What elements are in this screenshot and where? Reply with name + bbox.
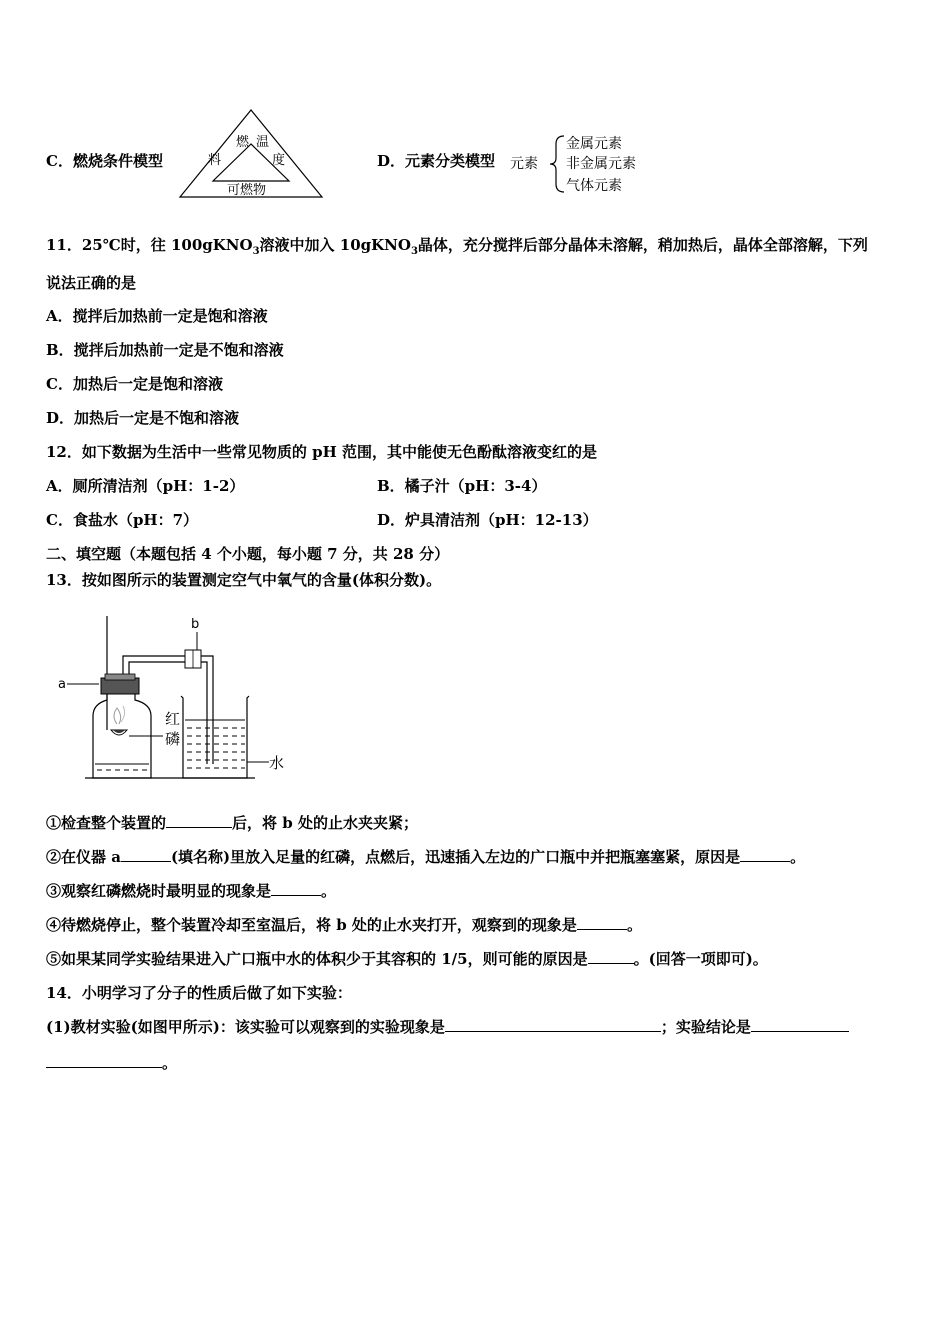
- q12-option-d: D．炉具清洁剂（pH：12-13）: [377, 511, 598, 529]
- q12-option-a: A．厕所清洁剂（pH：1-2）: [46, 477, 245, 495]
- q13-item-5: ⑤如果某同学实验结果进入广口瓶中水的体积少于其容积的 1/5，则可能的原因是 。(回答一项即可)。: [46, 950, 768, 968]
- fig-label-hong: 红: [165, 710, 181, 728]
- fig-item-gas: 气体元素: [566, 178, 622, 194]
- q11-option-c: C．加热后一定是饱和溶液: [46, 375, 223, 393]
- fig-item-nonmetal: 非金属元素: [566, 156, 636, 172]
- q12-stem: 12．如下数据为生活中一些常见物质的 pH 范围，其中能使无色酚酞溶液变红的是: [46, 443, 597, 461]
- answer-blank[interactable]: [46, 1053, 162, 1068]
- q10-option-c-label: C．燃烧条件模型: [46, 152, 163, 170]
- fig-root-yuansu: 元素: [510, 156, 538, 172]
- q14-stem: 14．小明学习了分子的性质后做了如下实验：: [46, 984, 352, 1002]
- fig-label-ran: 燃: [236, 135, 250, 150]
- fig-item-metal: 金属元素: [566, 136, 622, 152]
- fig-label-a: a: [58, 677, 66, 692]
- oxygen-apparatus-figure: [55, 612, 295, 784]
- q12-option-b: B．橘子汁（pH：3-4）: [377, 477, 547, 495]
- answer-blank[interactable]: [588, 949, 634, 964]
- answer-blank[interactable]: [271, 881, 321, 896]
- q13-item-3: ③观察红磷燃烧时最明显的现象是 。: [46, 882, 337, 900]
- q11-option-a: A．搅拌后加热前一定是饱和溶液: [46, 307, 268, 325]
- q11-option-b: B．搅拌后加热前一定是不饱和溶液: [46, 341, 284, 359]
- fig-label-wen: 温: [256, 135, 270, 150]
- fig-label-b: b: [191, 617, 200, 632]
- element-classification-figure: [508, 130, 658, 198]
- q11-stem-line2: 说法正确的是: [46, 274, 137, 292]
- answer-blank[interactable]: [740, 847, 790, 862]
- combustion-triangle-figure: [178, 108, 324, 200]
- fig-label-kerw: 可燃物: [227, 183, 267, 198]
- answer-blank[interactable]: [751, 1017, 849, 1032]
- fig-label-liao: 料: [208, 153, 222, 168]
- answer-blank[interactable]: [166, 813, 232, 828]
- q13-stem: 13．按如图所示的装置测定空气中氧气的含量(体积分数)。: [46, 571, 442, 589]
- q13-item-4: ④待燃烧停止，整个装置冷却至室温后，将 b 处的止水夹打开，观察到的现象是 。: [46, 916, 642, 934]
- q10-option-d-label: D．元素分类模型: [377, 152, 496, 170]
- answer-blank[interactable]: [121, 847, 171, 862]
- q11-stem: 11．25℃时，往 100gKNO$_3$溶液中加入 10gKNO$_3$晶体，充分搅拌后部分晶体未溶解，稍加热后，晶体全部溶解，下列: [46, 236, 868, 257]
- q13-item-1: ①检查整个装置的 后，将 b 处的止水夹夹紧；: [46, 814, 418, 832]
- fig-label-lin: 磷: [165, 730, 181, 748]
- q14-line-1: (1)教材实验(如图甲所示)：该实验可以观察到的实验现象是 ；实验结论是: [46, 1017, 849, 1037]
- q14-line-2: 。: [46, 1053, 177, 1073]
- answer-blank[interactable]: [577, 915, 627, 930]
- answer-blank[interactable]: [445, 1017, 661, 1032]
- fig-label-du: 度: [272, 153, 286, 168]
- q13-item-2: ②在仪器 a (填名称)里放入足量的红磷，点燃后，迅速插入左边的广口瓶中并把瓶塞塞紧，原因是 。: [46, 848, 806, 866]
- fig-label-water: 水: [269, 754, 285, 772]
- brace-icon: [550, 136, 564, 192]
- q12-option-c: C．食盐水（pH：7）: [46, 511, 199, 529]
- section-2-title: 二、填空题（本题包括 4 个小题，每小题 7 分，共 28 分）: [46, 545, 450, 563]
- q11-option-d: D．加热后一定是不饱和溶液: [46, 409, 240, 427]
